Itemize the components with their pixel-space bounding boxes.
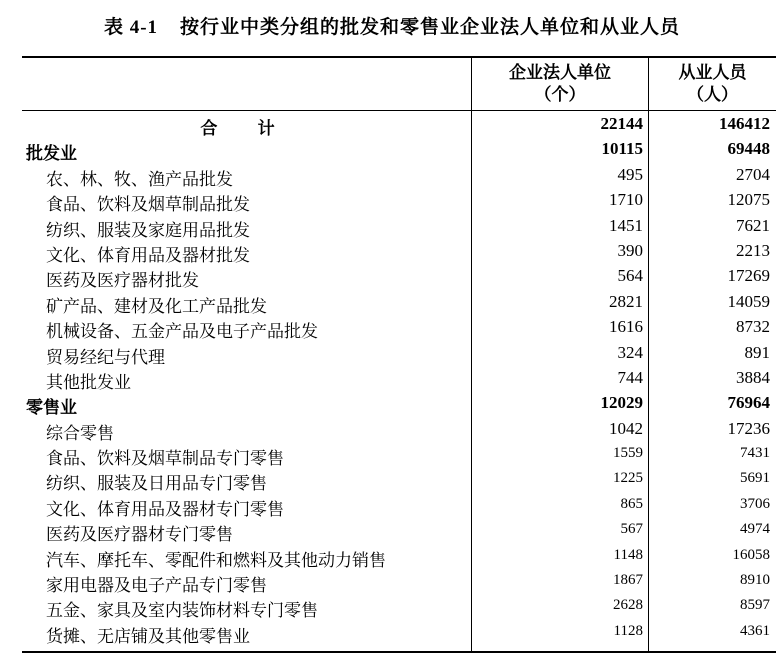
row-label: 纺织、服装及家庭用品批发: [46, 220, 250, 240]
employees-value: 4974: [740, 521, 770, 538]
units-value: 1128: [613, 622, 643, 639]
table-row: [22, 417, 776, 442]
table-body: [22, 112, 776, 645]
units-value: 390: [617, 240, 643, 260]
bottom-rule: [22, 651, 776, 653]
table-row: [22, 620, 776, 645]
employees-value: 69448: [727, 139, 770, 159]
units-value: 865: [620, 495, 643, 512]
row-label: 医药及医疗器材批发: [46, 271, 199, 291]
employees-value: 2213: [736, 240, 770, 260]
table-row: [22, 315, 776, 340]
row-label: 矿产品、建材及化工产品批发: [46, 296, 267, 316]
employees-value: 8597: [740, 597, 770, 614]
row-label: 食品、饮料及烟草制品批发: [46, 195, 250, 215]
header-units: [472, 62, 648, 106]
units-value: 12029: [600, 393, 643, 413]
row-label: 五金、家具及室内装饰材料专门零售: [46, 601, 318, 621]
row-label: 纺织、服装及日用品专门零售: [46, 474, 267, 494]
employees-value: 17269: [727, 266, 770, 286]
table-row: [22, 518, 776, 543]
units-value: 1451: [609, 215, 643, 235]
employees-value: 76964: [727, 393, 770, 413]
table-row: [22, 214, 776, 239]
section-row: [22, 137, 776, 162]
row-label: 贸易经纪与代理: [46, 347, 165, 367]
table-row: [22, 163, 776, 188]
units-value: 1710: [609, 190, 643, 210]
top-rule: [22, 56, 776, 58]
employees-value: 146412: [719, 114, 770, 133]
section-row: [22, 391, 776, 416]
units-value: 744: [617, 367, 643, 387]
header-rule: [22, 110, 776, 111]
table-row: [22, 594, 776, 619]
units-value: 567: [620, 521, 643, 538]
units-value: 2821: [609, 291, 643, 311]
row-label: 机械设备、五金产品及电子产品批发: [46, 322, 318, 342]
units-value: 2628: [613, 597, 643, 614]
header-units-unit: （个）: [534, 85, 586, 104]
row-label: 综合零售: [46, 423, 114, 443]
row-label: 医药及医疗器材专门零售: [46, 525, 233, 545]
table-row: [22, 290, 776, 315]
total-row: [22, 112, 776, 137]
table-row: [22, 341, 776, 366]
row-label: 批发业: [26, 144, 77, 164]
units-value: 1559: [613, 445, 643, 462]
units-value: 1225: [613, 470, 643, 487]
row-label: 农、林、牧、渔产品批发: [46, 169, 233, 189]
employees-value: 891: [744, 342, 770, 362]
row-label: 文化、体育用品及器材专门零售: [46, 499, 284, 519]
table-row: [22, 442, 776, 467]
row-label: 零售业: [26, 398, 77, 418]
units-value: 324: [617, 342, 643, 362]
table-number: 表 4-1: [103, 17, 159, 38]
table-caption: 按行业中类分组的批发和零售业企业法人单位和从业人员: [180, 17, 681, 38]
units-value: 22144: [600, 114, 643, 133]
employees-value: 12075: [727, 190, 770, 210]
table-row: [22, 544, 776, 569]
employees-value: 3706: [740, 495, 770, 512]
units-value: 495: [617, 164, 643, 184]
employees-value: 16058: [732, 546, 770, 563]
employees-value: 3884: [736, 367, 770, 387]
row-label: 食品、饮料及烟草制品专门零售: [46, 449, 284, 469]
units-value: 1042: [609, 418, 643, 438]
row-label: 其他批发业: [46, 372, 131, 392]
employees-value: 8910: [740, 572, 770, 589]
table-row: [22, 239, 776, 264]
units-value: 1867: [613, 572, 643, 589]
header-employees-unit: （人）: [687, 85, 738, 104]
units-value: 10115: [601, 139, 643, 159]
header-employees-title: 从业人员: [678, 63, 747, 82]
table-row: [22, 569, 776, 594]
row-label: 文化、体育用品及器材批发: [46, 245, 250, 265]
employees-value: 8732: [736, 317, 770, 337]
employees-value: 7621: [736, 215, 770, 235]
table-row: [22, 467, 776, 492]
employees-value: 7431: [740, 445, 770, 462]
table-title: [0, 12, 784, 39]
employees-value: 17236: [727, 418, 770, 438]
row-label: 家用电器及电子产品专门零售: [46, 576, 267, 596]
employees-value: 14059: [727, 291, 770, 311]
units-value: 1616: [609, 317, 643, 337]
employees-value: 5691: [740, 470, 770, 487]
header-employees: [649, 62, 776, 106]
table-row: [22, 493, 776, 518]
table-row: [22, 366, 776, 391]
row-label: 合 计: [200, 119, 293, 138]
table-row: [22, 188, 776, 213]
employees-value: 2704: [736, 164, 770, 184]
header-units-title: 企业法人单位: [509, 63, 611, 82]
units-value: 564: [617, 266, 643, 286]
table-row: [22, 264, 776, 289]
row-label: 汽车、摩托车、零配件和燃料及其他动力销售: [46, 550, 386, 570]
employees-value: 4361: [740, 622, 770, 639]
row-label: 货摊、无店铺及其他零售业: [46, 626, 250, 646]
units-value: 1148: [613, 546, 643, 563]
